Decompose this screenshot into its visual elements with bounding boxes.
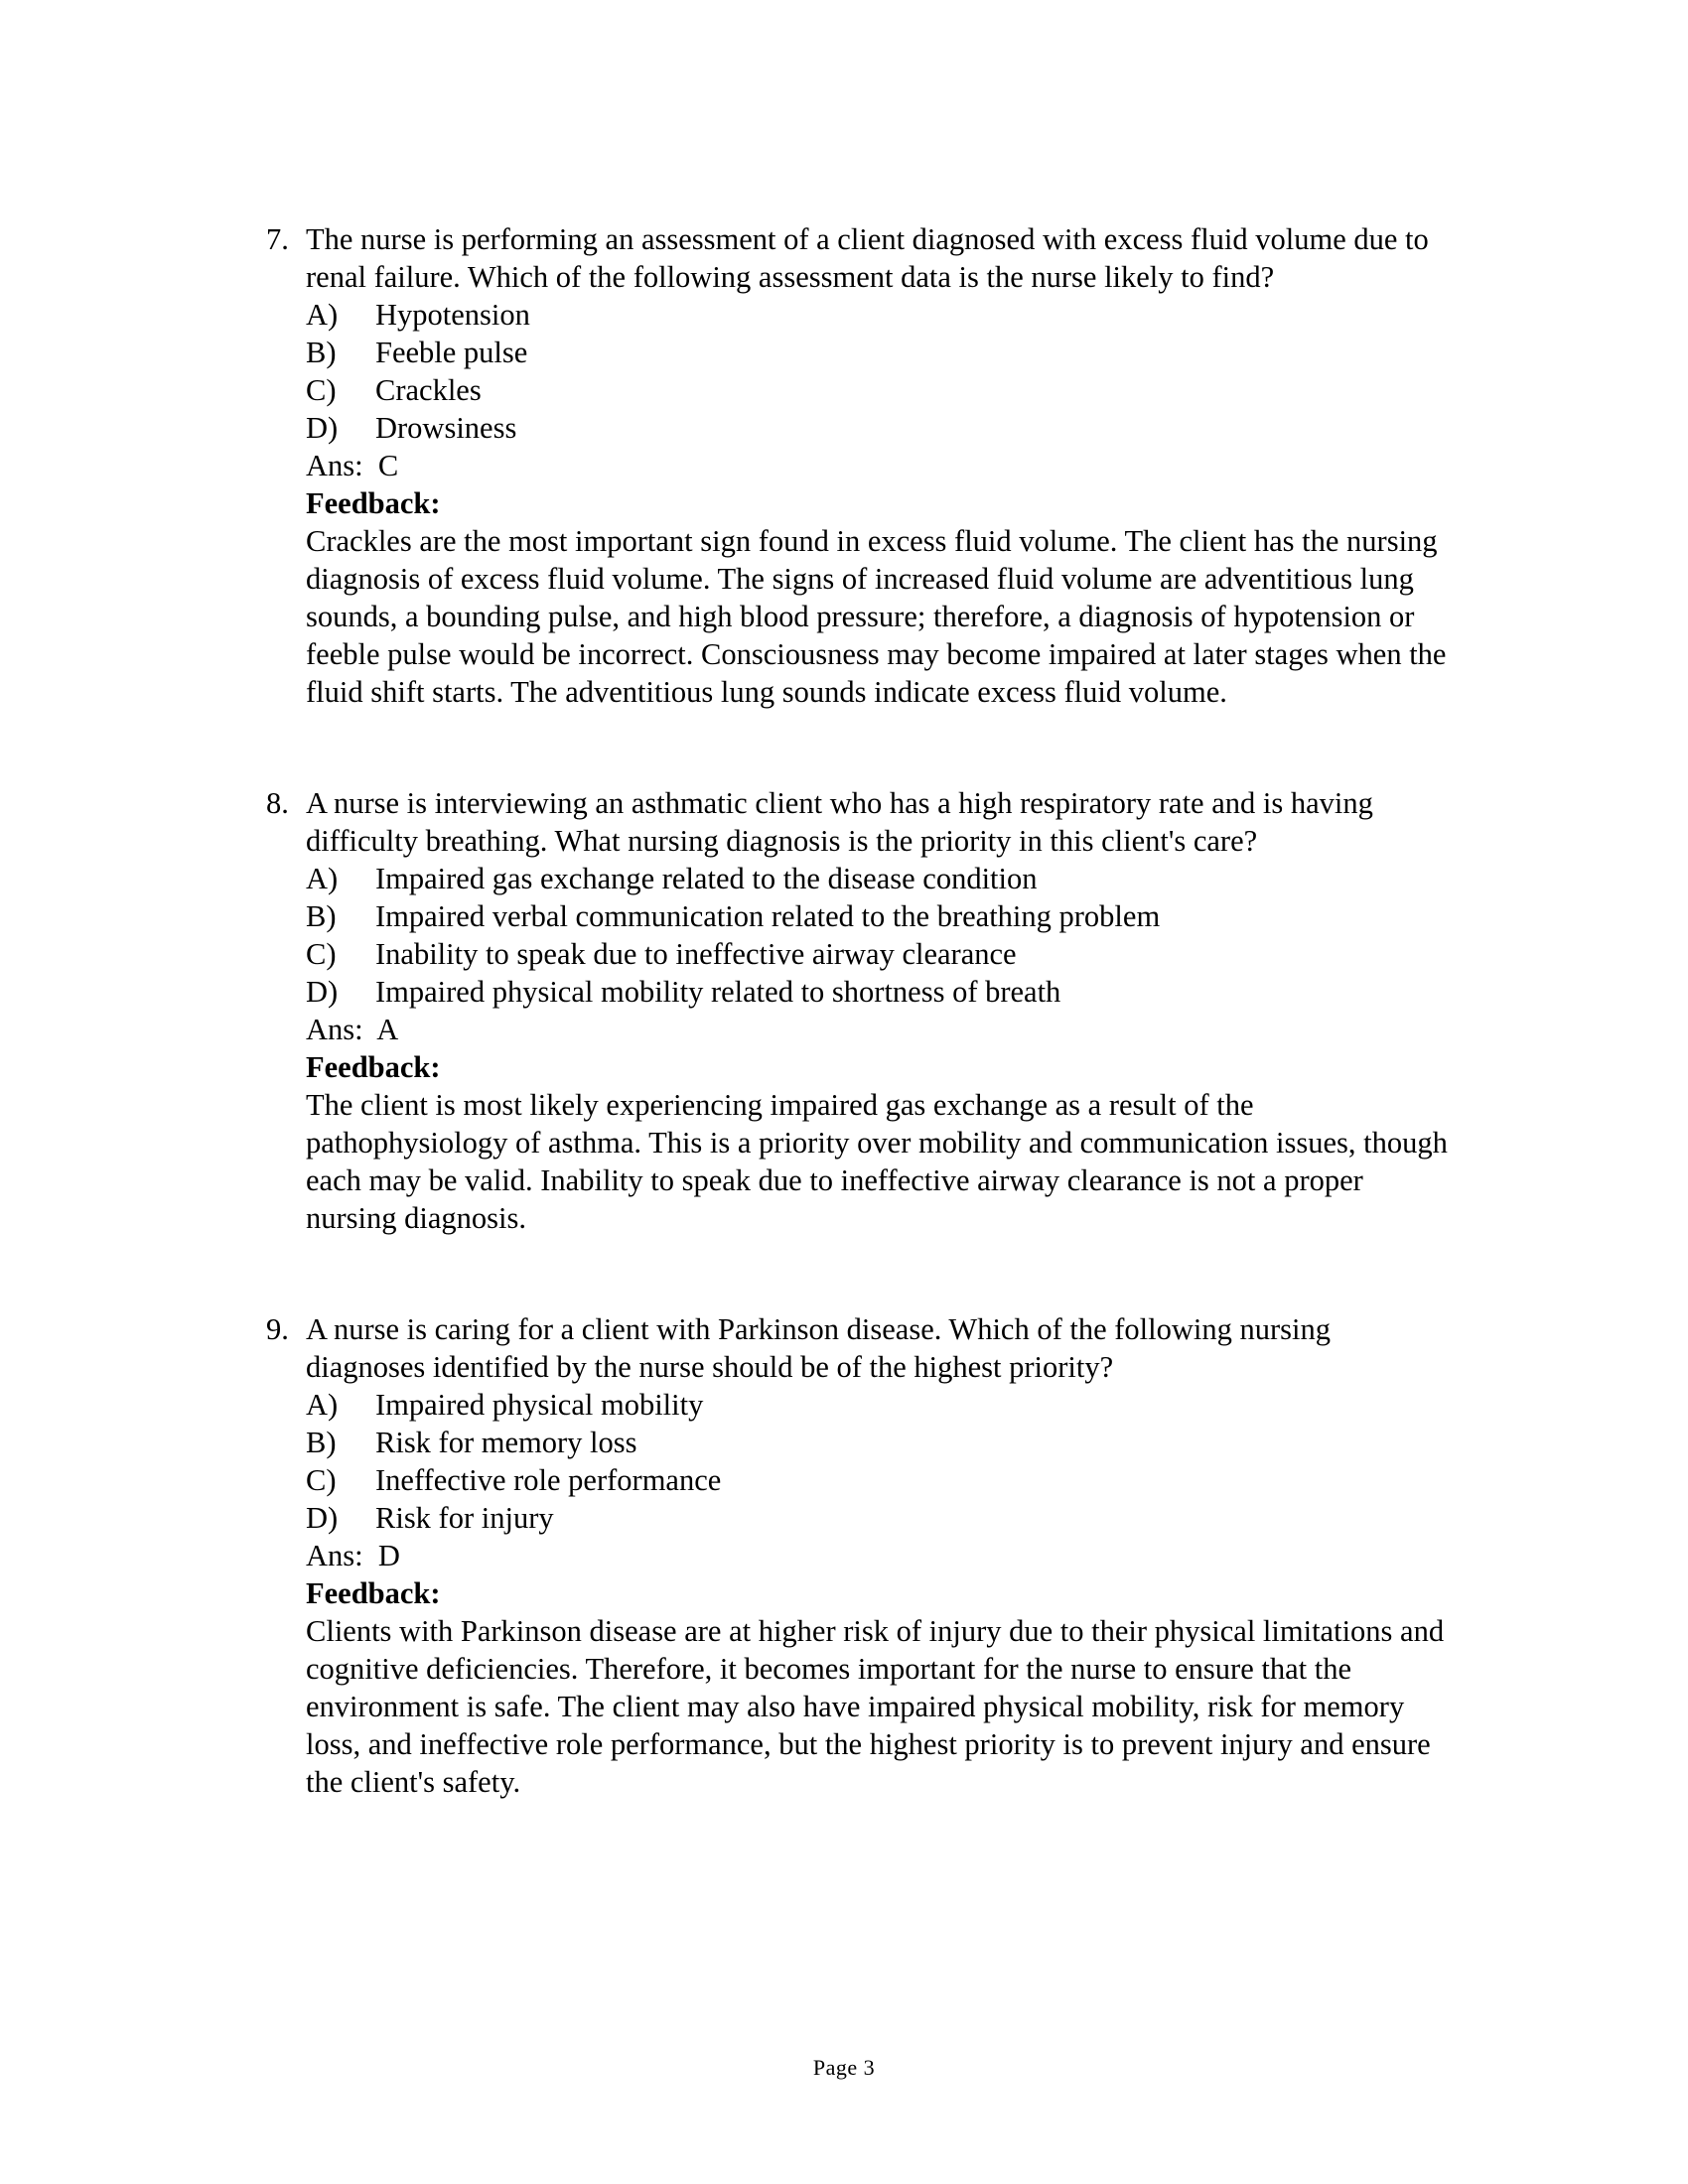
- option-d[interactable]: [306, 973, 1448, 1011]
- feedback-text: The client is most likely experiencing impaired gas exchange as a result of the pathophysiology of asthma. This is a priority over mobility and communication issues, though each may be valid. Inability to speak due to ineffective airway clearance is not a proper nursing diagnosis.: [306, 1088, 1448, 1235]
- answer-options: [306, 860, 1448, 1011]
- question-body: [306, 220, 1448, 711]
- questions-container: [266, 220, 1448, 1801]
- option-text: Impaired physical mobility related to shortness of breath: [375, 975, 1061, 1009]
- answer-value: D: [377, 1539, 400, 1572]
- option-letter: D): [306, 1501, 339, 1535]
- option-letter: C): [306, 1463, 337, 1497]
- question-block-9: [266, 1310, 1448, 1801]
- option-a[interactable]: [306, 860, 1448, 897]
- option-letter: A): [306, 862, 339, 895]
- answer-options: [306, 296, 1448, 447]
- question-stem: The nurse is performing an assessment of a client diagnosed with excess fluid volume due to renal failure. Which of the following assessment data is the nurse likely to find?: [306, 222, 1429, 294]
- option-letter: B): [306, 1426, 337, 1459]
- option-letter: D): [306, 411, 339, 445]
- answer-line: [306, 1011, 1448, 1048]
- option-text: Impaired gas exchange related to the disease condition: [375, 862, 1038, 895]
- feedback-text: Clients with Parkinson disease are at higher risk of injury due to their physical limitations and cognitive deficiencies. Therefore, it becomes important for the nurse to ensure that the environment is safe. The client may also have impaired physical mobility, risk for memory loss, and ineffective role performance, but the highest priority is to prevent injury and ensure the client's safety.: [306, 1614, 1445, 1799]
- question-number: 7.: [266, 222, 289, 256]
- feedback-text: Crackles are the most important sign found in excess fluid volume. The client has the nursing diagnosis of excess fluid volume. The signs of increased fluid volume are adventitious lung sounds, a bounding pulse, and high blood pressure; therefore, a diagnosis of hypotension or feeble pulse would be incorrect. Consciousness may become impaired at later stages when the fluid shift starts. The adventitious lung sounds indicate excess fluid volume.: [306, 524, 1447, 709]
- option-letter: C): [306, 937, 337, 971]
- option-text: Risk for memory loss: [375, 1426, 637, 1459]
- option-text: Risk for injury: [375, 1501, 554, 1535]
- question-stem: A nurse is caring for a client with Parkinson disease. Which of the following nursing diagnoses identified by the nurse should be of the highest priority?: [306, 1312, 1331, 1384]
- feedback-label: Feedback:: [306, 486, 441, 520]
- answer-prefix: Ans:: [306, 1539, 378, 1572]
- page-footer: Page 3: [812, 2055, 876, 2080]
- option-c[interactable]: [306, 371, 1448, 409]
- option-text: Impaired verbal communication related to the breathing problem: [375, 899, 1161, 933]
- question-stem: A nurse is interviewing an asthmatic client who has a high respiratory rate and is having difficulty breathing. What nursing diagnosis is the priority in this client's care?: [306, 786, 1373, 858]
- option-b[interactable]: [306, 1424, 1448, 1461]
- option-c[interactable]: [306, 1461, 1448, 1499]
- option-letter: A): [306, 1388, 339, 1422]
- question-block-8: [266, 784, 1448, 1237]
- question-body: [306, 784, 1448, 1237]
- option-letter: A): [306, 298, 339, 332]
- option-letter: C): [306, 373, 337, 407]
- option-d[interactable]: [306, 1499, 1448, 1537]
- option-text: Impaired physical mobility: [375, 1388, 704, 1422]
- question-number: 8.: [266, 786, 289, 820]
- answer-value: A: [376, 1013, 399, 1046]
- option-text: Ineffective role performance: [375, 1463, 722, 1497]
- option-text: Drowsiness: [375, 411, 517, 445]
- option-a[interactable]: [306, 296, 1448, 334]
- option-text: Feeble pulse: [375, 336, 528, 369]
- option-letter: B): [306, 899, 337, 933]
- question-block-7: [266, 220, 1448, 711]
- answer-prefix: Ans:: [306, 449, 378, 482]
- feedback-label: Feedback:: [306, 1050, 441, 1084]
- answer-options: [306, 1386, 1448, 1537]
- option-text: Crackles: [375, 373, 482, 407]
- option-b[interactable]: [306, 897, 1448, 935]
- question-number: 9.: [266, 1312, 289, 1346]
- option-b[interactable]: [306, 334, 1448, 371]
- option-text: Inability to speak due to ineffective airway clearance: [375, 937, 1017, 971]
- answer-line: [306, 1537, 1448, 1574]
- option-a[interactable]: [306, 1386, 1448, 1424]
- answer-line: [306, 447, 1448, 484]
- option-letter: D): [306, 975, 339, 1009]
- answer-value: C: [377, 449, 399, 482]
- option-c[interactable]: [306, 935, 1448, 973]
- answer-prefix: Ans:: [306, 1013, 377, 1046]
- feedback-label: Feedback:: [306, 1576, 441, 1610]
- question-body: [306, 1310, 1448, 1801]
- option-text: Hypotension: [375, 298, 530, 332]
- option-letter: B): [306, 336, 337, 369]
- option-d[interactable]: [306, 409, 1448, 447]
